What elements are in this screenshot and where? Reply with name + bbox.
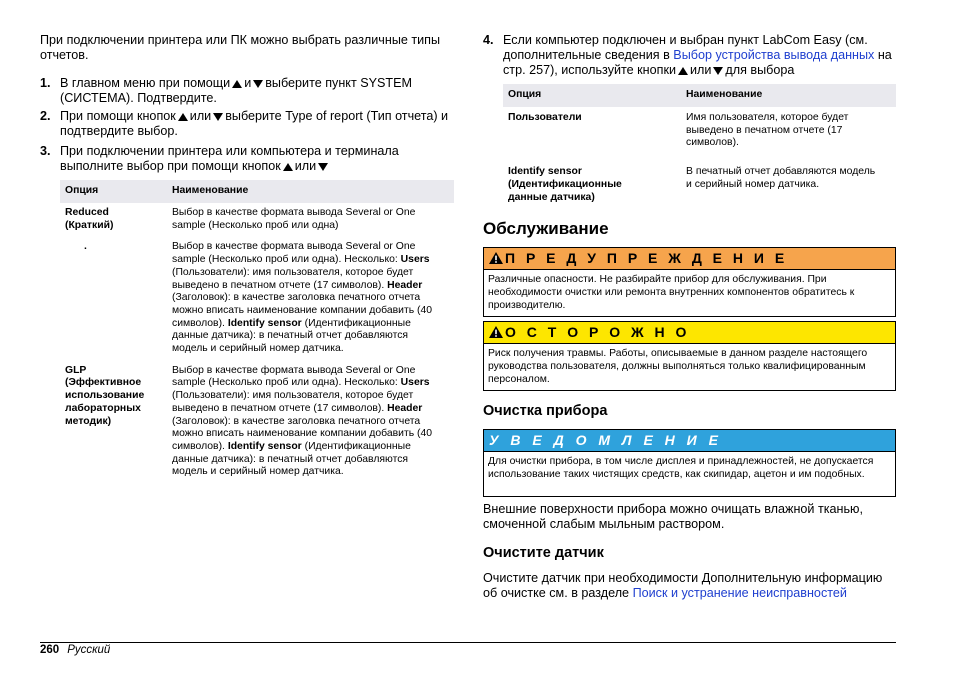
table-header-name: Наименование bbox=[172, 180, 454, 203]
table-row: Reduced (Краткий) Выбор в качестве формата вывода Several or One sample (Несколько проб или одна) bbox=[60, 203, 454, 241]
step-4: 4. Если компьютер подключен и выбран пункт LabCom Easy (см. дополнительные сведения в Выбор устройства вывода данных на стр. 257), используйте кнопки или для выбора bbox=[483, 33, 892, 77]
step-number: 4. bbox=[483, 33, 494, 47]
notice-text: Для очистки прибора, в том числе дисплея и принадлежностей, не допускается использование таких чистящих средств, как скипидар, ацетон и им подобных. bbox=[488, 456, 874, 480]
page-number: 260 bbox=[40, 644, 60, 656]
notice-title: У В Е Д О М Л Е Н И Е bbox=[484, 430, 895, 452]
report-options-table bbox=[60, 180, 454, 479]
option-name: Reduced bbox=[65, 207, 109, 218]
step-1: 1. В главном меню при помощи и выберите пункт SYSTEM (СИСТЕМА). Подтвердите. bbox=[40, 76, 412, 105]
option-description: В печатный отчет добавляются модель и серийный номер датчика. bbox=[686, 166, 876, 190]
troubleshooting-link[interactable]: Поиск и устранение неисправностей bbox=[632, 586, 847, 600]
table-header-name: Наименование bbox=[686, 84, 896, 107]
table-header-option: Опция bbox=[503, 84, 686, 107]
option-description: Имя пользователя, которое будет выведено в печатном отчете (17 символов). bbox=[686, 112, 849, 149]
down-arrow-icon bbox=[318, 163, 328, 171]
up-arrow-icon bbox=[283, 163, 293, 171]
down-arrow-icon bbox=[213, 113, 223, 121]
step-number: 1. bbox=[40, 76, 51, 90]
sensor-heading: Очистите датчик bbox=[483, 545, 604, 561]
option-description: Выбор в качестве формата вывода Several or One sample (Несколько проб или одна) bbox=[172, 207, 416, 231]
warning-title: П Р Е Д У П Р Е Ж Д Е Н И Е bbox=[505, 250, 788, 266]
footer-divider bbox=[40, 642, 896, 643]
option-name: Пользователи bbox=[508, 112, 582, 123]
table-row: GLP (Эффективное использование лабораторных методик) Выбор в качестве формата вывода Several or One sample (Несколько проб или одна). Несколько: Users (Пользователи): имя пользователя, которое будет выведено в печатном отчете (17 символов). Header (Заголовок): в качестве заголовка печатного отчета можно вписать наименование компании добавить (40 символов). Identify sensor (Идентификационные данные датчика): в печатный отчет добавляются модель и серийный номер датчика. bbox=[60, 365, 454, 479]
output-device-link[interactable]: Выбор устройства вывода данных bbox=[673, 48, 875, 62]
caution-title-bar bbox=[484, 322, 895, 344]
caution-box bbox=[483, 321, 896, 391]
warning-text: Различные опасности. Не разбирайте прибор для обслуживания. При необходимости очистки или ремонта внутренних компонентов обратитесь к производителю. bbox=[488, 274, 855, 311]
notice-box bbox=[483, 429, 896, 497]
cleaning-text: Внешние поверхности прибора можно очищать влажной тканью, смоченной слабым мыльным раствором. bbox=[483, 502, 863, 531]
step-number: 3. bbox=[40, 144, 51, 158]
table-header-option: Опция bbox=[60, 180, 172, 203]
table-row bbox=[503, 107, 896, 166]
up-arrow-icon bbox=[232, 80, 242, 88]
sensor-text: Очистите датчик при необходимости Дополнительную информацию об очистке см. в разделе Поиск и устранение неисправностей bbox=[483, 571, 883, 600]
option-name: GLP bbox=[65, 364, 87, 376]
up-arrow-icon bbox=[678, 67, 688, 75]
warning-box bbox=[483, 247, 896, 317]
language-label: Русский bbox=[67, 644, 111, 656]
table-row bbox=[503, 166, 896, 204]
down-arrow-icon bbox=[253, 80, 263, 88]
option-description: Выбор в качестве формата вывода Several or One sample (Несколько проб или одна). Несколько: Users (Пользователи): имя пользователя, которое будет выведено в печатном отчете (17 символов). Header (Заголовок): в качестве заголовка печатного отчета можно вписать наименование компании добавить (40 символов). Identify sensor (Идентификационные данные датчика): в печатный отчет добавляются модель и серийный номер датчика. bbox=[172, 364, 433, 478]
cleaning-heading: Очистка прибора bbox=[483, 403, 608, 419]
caution-triangle-icon bbox=[489, 326, 503, 338]
page-footer bbox=[40, 643, 110, 658]
up-arrow-icon bbox=[178, 113, 188, 121]
option-name: Identify sensor (Идентификационные данные датчика) bbox=[508, 166, 622, 203]
caution-text: Риск получения травмы. Работы, описываемые в данном разделе настоящего руководства пользователя, должны выполняться только квалифицированным персоналом. bbox=[488, 348, 868, 385]
option-description: Выбор в качестве формата вывода Several or One sample (Несколько проб или одна). Несколько: Users (Пользователи): имя пользователя, которое будет выведено в печатном отчете (17 символов). Header (Заголовок): в качестве заголовка печатного отчета можно вписать наименование компании добавить (40 символов). Identify sensor (Идентификационные данные датчика): в печатный отчет добавляются модель и серийный номер датчика. bbox=[172, 241, 433, 355]
maintenance-heading: Обслуживание bbox=[483, 219, 609, 238]
caution-title: О С Т О Р О Ж Н О bbox=[505, 324, 690, 340]
step-3: 3. При подключении принтера или компьютера и терминала выполните выбор при помощи кнопок или bbox=[40, 144, 399, 173]
down-arrow-icon bbox=[713, 67, 723, 75]
step-2: 2. При помощи кнопок или выберите Type of report (Тип отчета) и подтвердите выбор. bbox=[40, 109, 449, 138]
option-name: . bbox=[84, 241, 87, 253]
warning-triangle-icon bbox=[489, 252, 503, 264]
warning-title-bar bbox=[484, 248, 895, 270]
step-number: 2. bbox=[40, 109, 51, 123]
table-row bbox=[60, 241, 454, 364]
labcom-options-table bbox=[503, 84, 896, 204]
intro-text: При подключении принтера или ПК можно выбрать различные типы отчетов. bbox=[40, 33, 441, 62]
